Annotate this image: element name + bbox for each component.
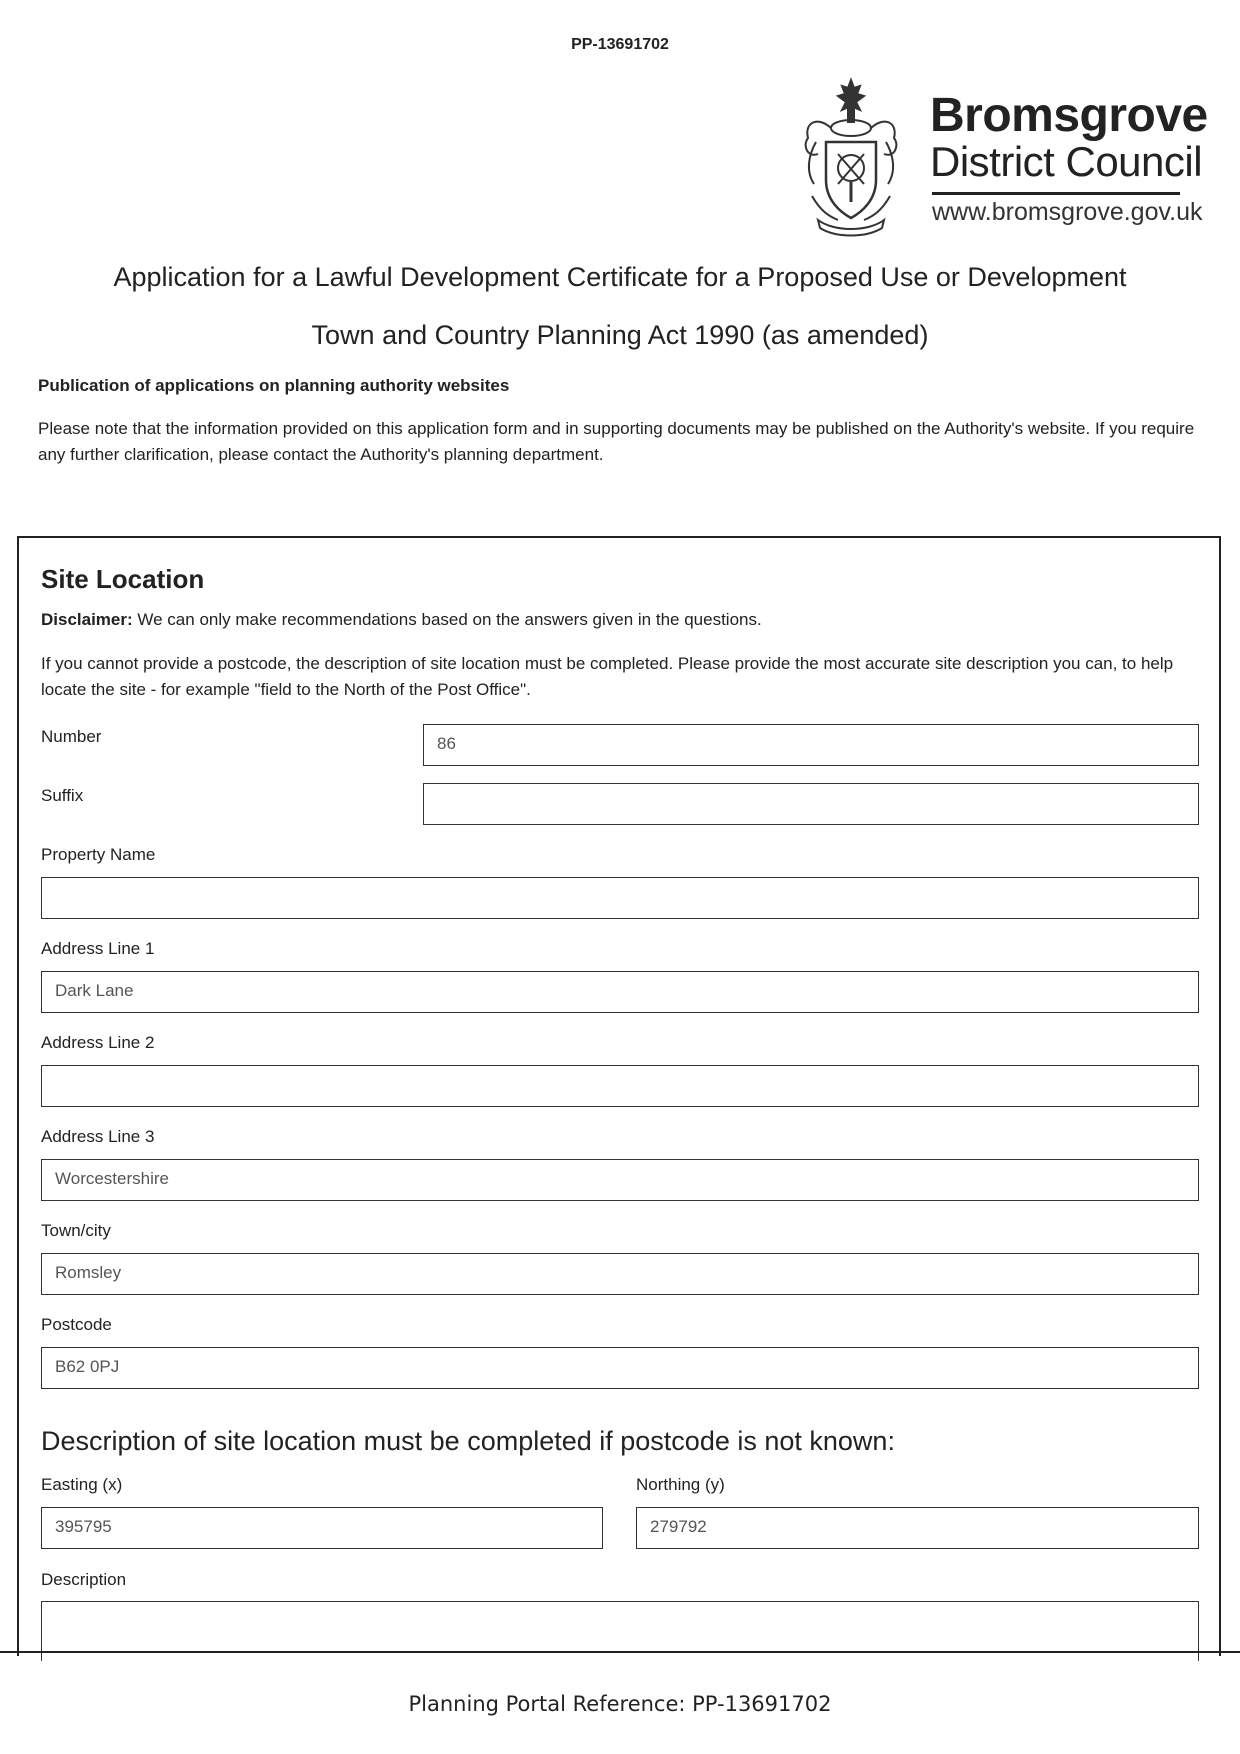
council-logo: [798, 76, 1208, 244]
address-line-1-field[interactable]: Dark Lane: [41, 971, 1199, 1013]
footer-reference: Planning Portal Reference: PP-13691702: [408, 1692, 832, 1716]
address-line-3-field[interactable]: Worcestershire: [41, 1159, 1199, 1201]
number-label: Number: [41, 727, 102, 746]
address-line-3-label: Address Line 3: [41, 1127, 155, 1146]
property-name-field[interactable]: [41, 877, 1199, 919]
council-name: Bromsgrove: [930, 89, 1208, 142]
easting-label: Easting (x): [41, 1475, 123, 1494]
address-line-1-label: Address Line 1: [41, 939, 155, 958]
description-label: Description: [41, 1570, 127, 1589]
town-city-field[interactable]: Romsley: [41, 1253, 1199, 1295]
disclaimer-label: Disclaimer:: [41, 610, 133, 629]
form-title: Application for a Lawful Development Certificate for a Proposed Use or Development: [113, 262, 1127, 292]
application-reference: PP-13691702: [571, 36, 669, 53]
council-website: www.bromsgrove.gov.uk: [932, 198, 1203, 226]
easting-field[interactable]: 395795: [41, 1507, 603, 1549]
postcode-label: Postcode: [41, 1315, 112, 1334]
disclaimer: [41, 610, 762, 630]
address-line-2-field[interactable]: [41, 1065, 1199, 1107]
property-name-label: Property Name: [41, 845, 156, 864]
description-heading: Description of site location must be completed if postcode is not known:: [41, 1426, 895, 1456]
publication-heading: Publication of applications on planning authority websites: [38, 376, 510, 395]
town-city-label: Town/city: [41, 1221, 111, 1240]
council-subtitle: District Council: [930, 138, 1203, 185]
suffix-field[interactable]: [423, 783, 1199, 825]
footer-divider: [0, 1651, 1240, 1653]
coat-of-arms-icon: [798, 76, 904, 244]
act-title: Town and Country Planning Act 1990 (as amended): [311, 320, 929, 350]
logo-divider: [932, 192, 1180, 195]
suffix-label: Suffix: [41, 786, 84, 805]
address-line-2-label: Address Line 2: [41, 1033, 155, 1052]
site-location-instructions: If you cannot provide a postcode, the description of site location must be completed. Please provide the most accurate site description you can, to help locate the site - for example "field to the North of the Post Office".: [41, 654, 1174, 699]
northing-field[interactable]: 279792: [636, 1507, 1199, 1549]
disclaimer-text: We can only make recommendations based on the answers given in the questions.: [132, 610, 762, 629]
postcode-field[interactable]: B62 0PJ: [41, 1347, 1199, 1389]
northing-label: Northing (y): [636, 1475, 725, 1494]
publication-notice: Please note that the information provided on this application form and in supporting documents may be published on the Authority's website. If you require any further clarification, please contact the Authority's planning department.: [38, 419, 1195, 464]
section-title: Site Location: [41, 564, 205, 594]
number-field[interactable]: 86: [423, 724, 1199, 766]
